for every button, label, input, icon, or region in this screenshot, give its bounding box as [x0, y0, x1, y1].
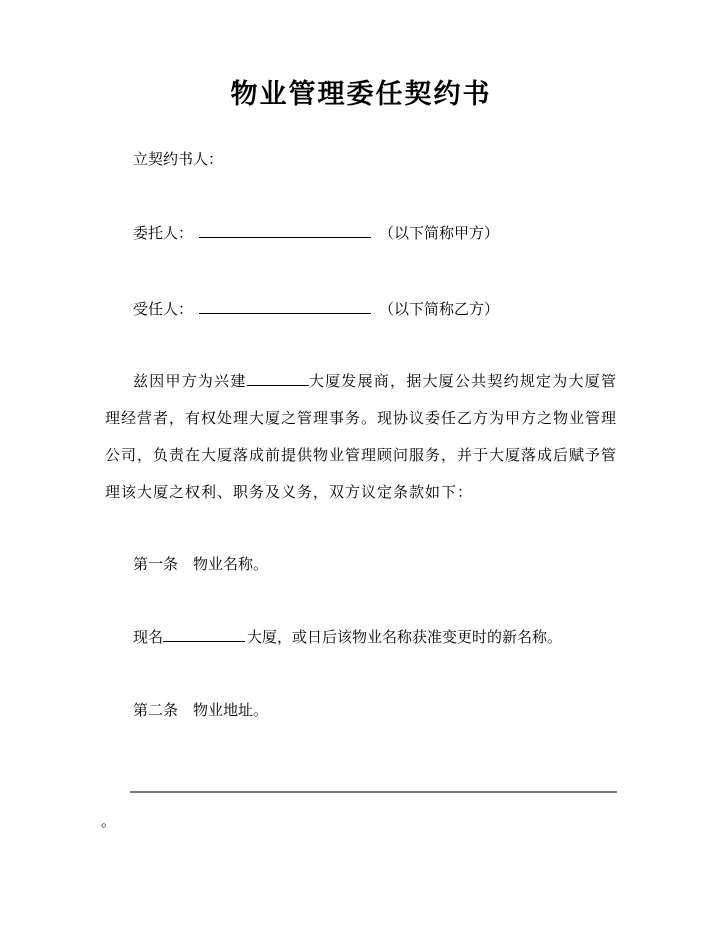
- address-blank-rule: [130, 791, 617, 793]
- document-title: 物业管理委任契约书: [230, 79, 492, 109]
- preamble-text-after: 大厦发展商，据大厦公共契约规定为大厦管理经营者，有权处理大厦之管理事务。现协议委任乙方为甲方之物业管理公司，负责在大厦落成前提供物业管理顾问服务，并于大厦落成后赋予管理该大厦之权利、职务及义务，双方议定条款如下：: [105, 374, 618, 501]
- appointed-party-line: [133, 298, 617, 321]
- article-1-body: [133, 626, 617, 649]
- appointed-party-label: 受任人：: [133, 302, 194, 318]
- entrusting-party-note: （以下简称甲方）: [379, 226, 500, 242]
- appointed-party-note: （以下简称乙方）: [379, 302, 500, 318]
- wrapped-period: 。: [101, 814, 117, 830]
- appointed-party-blank: [199, 298, 371, 314]
- current-name-label: 现名: [133, 630, 164, 646]
- preparer-label: 立契约书人：: [133, 152, 224, 168]
- preamble-text-before: 兹因甲方为兴建: [133, 374, 247, 390]
- entrusting-party-label: 委托人：: [133, 226, 194, 242]
- building-name-blank: [247, 370, 309, 386]
- preamble-paragraph: [105, 364, 617, 512]
- entrusting-party-line: [133, 222, 617, 245]
- entrusting-party-blank: [199, 222, 371, 238]
- article-2-heading: 第二条 物业地址。: [133, 703, 269, 719]
- current-name-text-after: 大厦，或日后该物业名称获准变更时的新名称。: [247, 630, 563, 646]
- current-name-blank: [163, 626, 245, 642]
- article-1-heading: 第一条 物业名称。: [133, 557, 269, 573]
